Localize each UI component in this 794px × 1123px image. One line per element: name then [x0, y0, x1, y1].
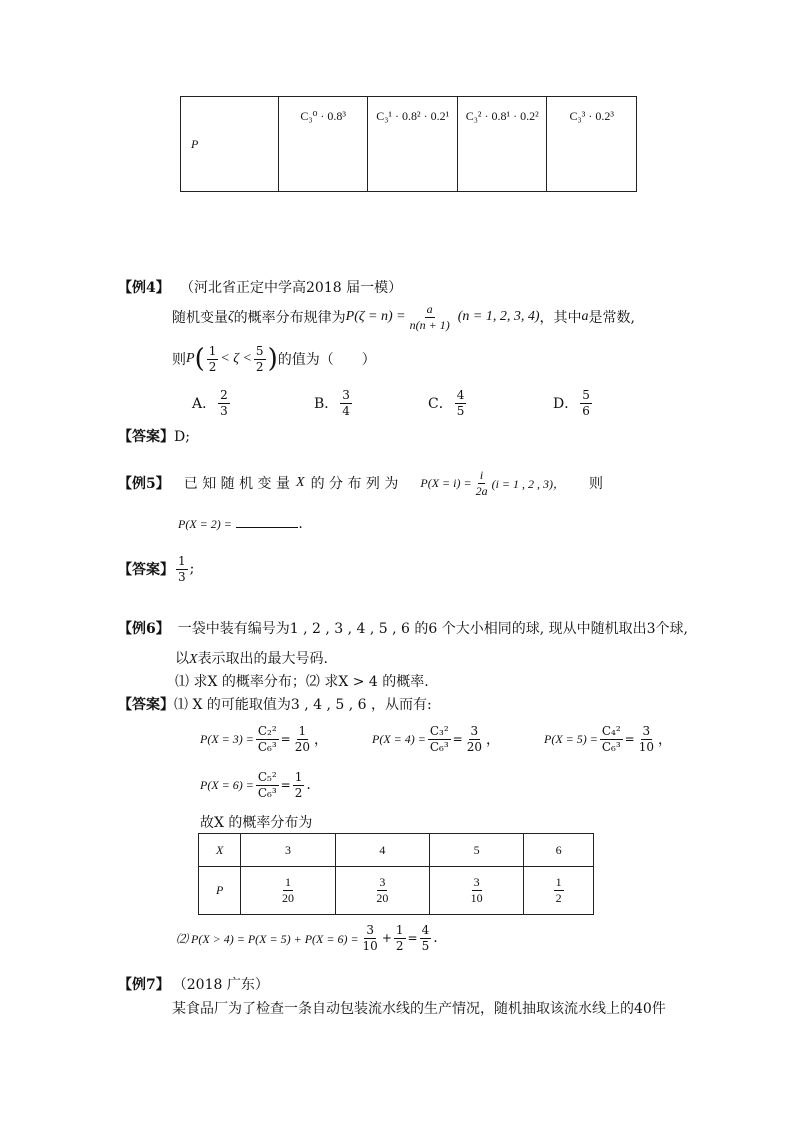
ex6-p2a-num: 3 — [366, 922, 374, 937]
option-den: 3 — [220, 403, 228, 418]
prob-end: . — [306, 777, 311, 793]
answer-tag: 【答案】 — [118, 429, 174, 445]
option-den: 5 — [456, 403, 465, 418]
answer-tag: 【答案】 — [118, 697, 174, 713]
ex5-answer — [118, 552, 194, 586]
top-table-cell: C₃⁰ · 0.8³ — [278, 97, 368, 192]
table-p-label: P — [199, 867, 241, 915]
prob-r-den: 20 — [466, 739, 483, 754]
ex4-p2: P — [186, 351, 195, 366]
ex6-line3: ⑴ 求X 的概率分布；⑵ 求X > 4 的概率. — [175, 674, 429, 690]
option-den: 6 — [582, 403, 590, 418]
prob-r-den: 10 — [638, 739, 655, 754]
answer-blank[interactable] — [236, 515, 298, 528]
ex5-text-end: 则 — [589, 476, 604, 492]
prob-c-den: C₆³ — [601, 739, 621, 754]
ex4-line1 — [172, 300, 635, 334]
table-p-value — [241, 867, 335, 915]
prob-r-num: 3 — [642, 723, 651, 738]
prob-end: ， — [486, 732, 501, 748]
table-p-value — [335, 867, 429, 915]
ex4-f2-num: 5 — [255, 343, 264, 358]
ex6-tag: 【例6】 — [118, 621, 170, 637]
top-table-p-label: P — [181, 97, 279, 192]
prob-left: P(X = 6) = — [200, 777, 254, 792]
option-label: A． — [192, 396, 217, 412]
prob-c-num: C₃² — [429, 723, 449, 738]
prob-left: P(X = 4) = — [372, 731, 426, 746]
top-distribution-table — [180, 96, 637, 192]
option-label: C． — [428, 396, 453, 412]
ex6-ans-line1: ⑴ X 的可能取值为3 , 4 , 5 , 6 ，从而有: — [174, 697, 432, 713]
p-num: 3 — [379, 875, 386, 890]
ex5-ans-num: 1 — [178, 553, 186, 568]
prob-end: ， — [658, 732, 673, 748]
option-num: 2 — [220, 387, 228, 402]
ex5-ans-end: ; — [189, 561, 195, 577]
ex4-line2: 则 P ( $\frac{1}{2}$ < ζ < $\frac{5}{2}$ ) 的值为（ ） — [172, 343, 376, 374]
ex7-line1: 某食品厂为了检查一条自动包装流水线的生产情况，随机抽取该流水线上的40件 — [172, 1001, 666, 1017]
ex6-line2-x: X — [189, 652, 198, 667]
ex5-ans-den: 3 — [178, 569, 186, 584]
ex6-p2-end: . — [433, 930, 438, 946]
prob-r-num: 1 — [298, 723, 307, 738]
option-num: 5 — [582, 387, 590, 402]
top-table-cell: C₃³ · 0.2³ — [547, 97, 637, 192]
ex6-dist-intro: 故X 的概率分布为 — [200, 815, 313, 831]
top-table-cell: C₃¹ · 0.8² · 0.2¹ — [368, 97, 458, 192]
prob-c-num: C₄² — [601, 723, 621, 738]
ex4-f1-den: 2 — [208, 359, 217, 374]
prob-c-den: C₆³ — [257, 785, 277, 800]
ex4-option-b — [314, 386, 354, 420]
ex4-fraction — [408, 303, 452, 331]
ex4-tag: 【例4】 — [118, 280, 170, 296]
ex4-line2-post: 的值为（ ） — [277, 352, 376, 368]
ex5-frac-num: i — [479, 467, 484, 482]
option-label: B． — [314, 396, 339, 412]
ex5-tag: 【例5】 — [118, 476, 170, 492]
prob-r-num: 3 — [470, 723, 479, 738]
ex5-text-mid: 的 分 布 列 为 — [310, 476, 399, 492]
option-label: D． — [553, 396, 579, 412]
prob-left: P(X = 5) = — [544, 731, 598, 746]
ex4-source: （河北省正定中学高2018 届一模） — [180, 280, 403, 296]
ex6-p2c-num: 4 — [421, 922, 430, 937]
ex6-prob-4: P(X = 4) = $\frac{\text{C₃²}}{\text{C₆³}}$ = $\frac{3}{20}$ ， — [372, 723, 501, 754]
p-den: 20 — [282, 891, 295, 905]
ex6-p2c-den: 5 — [421, 938, 430, 953]
ex4-f1-num: 1 — [208, 343, 217, 358]
ex4-line1-mid: 的概率分布规律为 — [233, 310, 346, 326]
option-den: 4 — [342, 403, 350, 418]
table-x-value: 5 — [430, 834, 524, 867]
ex5-cond: (i = 1 , 2 , 3)， — [491, 476, 566, 491]
prob-r-den: 20 — [294, 739, 311, 754]
option-num: 4 — [456, 387, 465, 402]
ex4-line2-pre: 则 — [172, 352, 186, 368]
ex4-line1-end: 是常数, — [588, 310, 635, 326]
prob-c-den: C₆³ — [429, 739, 449, 754]
ex5-expr: P(X = i) = — [420, 475, 472, 490]
ex4-xi: ζ — [228, 309, 234, 324]
ex6-distribution-table — [198, 833, 594, 915]
ex6-part2-pre: ⑵ P(X > 4) = P(X = 5) + P(X = 6) = — [176, 931, 359, 946]
answer-text: D; — [174, 429, 190, 445]
ex5-frac-den: 2a — [475, 483, 488, 498]
answer-tag: 【答案】 — [118, 562, 174, 578]
ex4-pexpr: P(ζ = n) = — [345, 309, 406, 324]
p-den: 20 — [376, 891, 389, 905]
ex4-cond: (n = 1, 2, 3, 4) — [457, 309, 540, 324]
table-p-value — [524, 867, 594, 915]
ex6-eq: = — [407, 931, 418, 945]
ex6-prob-5: P(X = 5) = $\frac{\text{C₄²}}{\text{C₆³}}$ = $\frac{3}{10}$ ， — [544, 723, 673, 754]
ex6-line1 — [118, 618, 688, 638]
ex6-p2b-num: 1 — [395, 922, 404, 937]
ex4-frac-half — [207, 345, 219, 373]
prob-left: P(X = 3) = — [200, 731, 254, 746]
ex6-prob-3: P(X = 3) = $\frac{\text{C₂²}}{\text{C₆³}}$ = $\frac{1}{20}$ ， — [200, 723, 329, 754]
p-num: 1 — [555, 875, 562, 890]
prob-r-den: 2 — [294, 785, 303, 800]
ex7-header — [118, 974, 269, 994]
top-table-cell: C₃² · 0.8¹ · 0.2² — [457, 97, 547, 192]
p-den: 2 — [555, 891, 562, 905]
ex4-option-a — [192, 386, 232, 420]
table-x-value: 4 — [335, 834, 429, 867]
ex4-f2-den: 2 — [255, 359, 264, 374]
table-x-value: 6 — [524, 834, 594, 867]
ex4-line1-post: ，其中 — [539, 310, 582, 326]
ex5-line2 — [178, 515, 303, 532]
p-num: 1 — [285, 875, 292, 890]
p-num: 3 — [473, 875, 480, 890]
table-p-value — [430, 867, 524, 915]
p-den: 10 — [470, 891, 483, 905]
prob-c-num: C₂² — [257, 723, 277, 738]
ex6-plus: + — [381, 931, 392, 945]
ex6-line2 — [175, 648, 328, 668]
table-x-label: X — [199, 834, 241, 867]
ex4-lt-mid: < ζ < — [220, 351, 252, 366]
prob-r-num: 1 — [294, 769, 303, 784]
ex6-line2-post: 表示取出的最大号码. — [197, 651, 329, 667]
ex4-option-c — [428, 386, 468, 420]
ex6-p2b-den: 2 — [395, 938, 404, 953]
ex5-line2-expr: P(X = 2) = — [178, 517, 232, 531]
ex4-option-d — [553, 386, 594, 420]
ex4-answer — [118, 426, 190, 446]
ex6-prob-6: P(X = 6) = $\frac{\text{C₅²}}{\text{C₆³}}$ = $\frac{1}{2}$ . — [200, 769, 311, 800]
ex6-answer-line1 — [118, 694, 432, 714]
ex6-line1-text: 一袋中装有编号为1 , 2 , 3 , 4 , 5 , 6 的6 个大小相同的球, 现从中随机取出3个球, — [177, 621, 689, 637]
ex6-part2 — [176, 920, 438, 956]
prob-c-den: C₆³ — [257, 739, 277, 754]
prob-end: ， — [314, 732, 329, 748]
ex7-tag: 【例7】 — [118, 977, 170, 993]
ex5-text-pre: 已 知 随 机 变 量 — [183, 476, 291, 492]
ex4-line1-pre: 随机变量 — [172, 310, 228, 326]
ex5-x: X — [296, 475, 305, 490]
ex5-line2-end: . — [298, 516, 303, 532]
ex4-a-var: a — [581, 309, 589, 324]
ex4-frac-den: n(n + 1) — [409, 317, 450, 332]
ex7-source: （2018 广东） — [179, 977, 269, 993]
ex6-line2-pre: 以 — [175, 651, 189, 667]
ex5-line1 — [118, 466, 603, 500]
option-num: 3 — [342, 387, 350, 402]
prob-c-num: C₅² — [257, 769, 277, 784]
ex4-frac-num: a — [426, 301, 433, 316]
ex6-p2a-den: 10 — [362, 938, 378, 953]
table-x-value: 3 — [241, 834, 335, 867]
ex4-frac-fivehalves — [254, 345, 266, 373]
